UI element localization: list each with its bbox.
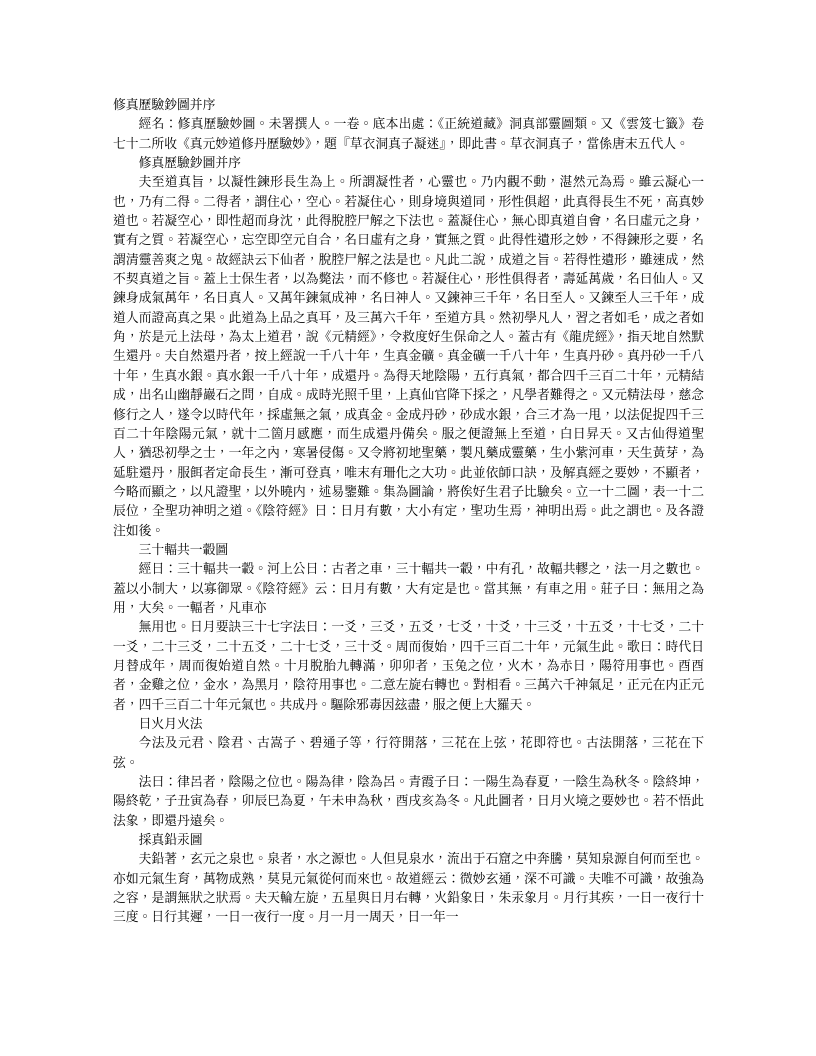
- document-title-heading: 修真歷驗鈔圖并序: [113, 98, 216, 113]
- bibliographic-note-paragraph: 經名：修真歷驗妙圖。未署撰人。一卷。底本出處：《正統道藏》洞真部靈圖類。又《雲笈七籤》卷七十二所收《真元妙道修丹歷驗妙》，題『草衣洞真子凝迷』，即此書。草衣洞真子，當係唐末五代人。: [113, 117, 704, 152]
- section-heading-lead-mercury: 採真鉛汞圖: [138, 833, 203, 849]
- section-lead-mercury-paragraph: 夫鉛著，玄元之泉也。泉者，水之源也。人但見泉水，流出于石窟之中奔騰，莫知泉源自何而至也。亦如元氣生育，萬物成熟，莫見元氣從何而來也。故道經云：微妙玄通，深不可識。夫唯不可識，故強為之容，是謂無狀之狀焉。夫天輪左旋，五星與日月右轉，火鉛象日，朱汞象月。月行其疾，一日一夜行十三度。日行其遲，一日一夜行一度。月一月一周天，日一年一: [113, 852, 704, 926]
- section-sun-moon-fire-paragraph-1: 今法及元君、陰君、古嵩子、碧通子等，行符開落，三花在上弦，花即符也。古法開落，三花在下弦。: [113, 736, 704, 771]
- section-heading-thirty-spokes: 三十輻共一轂圖: [138, 542, 229, 558]
- section-heading-sun-moon-fire: 日火月火法: [138, 717, 203, 732]
- preface-body-paragraph: 夫至道真旨，以凝性鍊形長生為上。所謂凝性者，心靈也。乃内觀不動，湛然元為焉。雖云凝心一也，乃有二得。二得者，謂住心，空心。若凝住心，則身境與道同，形性俱超，此真得長生不死，高真妙道也。若凝空心，即性超而身沈，此得脫腔尸解之下法也。蓋凝住心，無心即真道自會，名曰虛元之身，實有之質。若凝空心，忘空即空元自合，名曰虛有之身，實無之質。此得性遺形之妙，不得鍊形之要，名謂清靈善爽之鬼。故經訣云下仙者，脫腔尸解之法是也。凡此二說，成道之旨。若得性遺形，雖速成，然不契真道之旨。蓋上士保生者，以為斃法，而不修也。若凝住心，形性俱得者，壽延萬歲，名曰仙人。又鍊身成氣萬年，名日真人。又萬年鍊氣成神，名曰神人。又鍊神三千年，名日至人。又鍊至人三千年，成道人而證高真之果。此道為上品之真耳，及三萬六千年，至道方具。然初學凡人，習之者如毛，成之者如角，於是元上法母，為太上道君，說《元精經》，令救度好生保命之人。蓋古有《龍虎經》，指天地自然默生還丹。夫自然還丹者，按上經說一千八十年，生真金礦。真金礦一千八十年，生真丹砂。真丹砂一千八十年，生真水銀。真水銀一千八十年，成還丹。為得天地陰陽，五行真氣，都合四千三百二十年，元精結成，出名山幽靜巖石之問，自成。成時光照千里，上真仙官降下採之，凡學者難得之。又元精法母，慈念修行之人，遂令以時代年，採虛無之氣，成真金。金成丹砂，砂成水銀，合三才為一甩，以法促捉四千三百二十年陰陽元氣，就十二箇月感應，而生成還丹備矣。服之便證無上至道，白日昇天。又古仙得道聖人，猶恐初學之士，一年之內，寒暑侵傷。又令將初地聖藥，製凡藥成靈藥，生小紫河車，天生黃芽，為延駐還丹，服餌者定命長生，漸可登真，唯末有珊化之大功。此並依師口訣，及解真經之要妙，不顯者，今略而顯之，以凡證聖，以外曉内，述易鑒難。集為圖論，將俟好生君子比驗矣。立一十二圖，表一十二辰位，全聖功神明之道。《陰符經》日：日月有數，大小有定，聖功生焉，神明出焉。此之謂也。及各證注如後。: [113, 175, 704, 539]
- text-column: [113, 96, 704, 928]
- preface-heading: 修真歷驗鈔圖并序: [138, 156, 241, 172]
- section-thirty-spokes-paragraph-2: 無用也。日月要訣三十七字法曰：一爻，三爻，五爻，七爻，十爻，十三爻，十五爻，十七爻，二十一爻，二十三爻，二十五爻，二十七爻，三十爻。周而復始，四千三百二十年，元氣生此。歌曰：時代日月替成年，周而復始道自然。十月脫胎九轉滿，卯卯者，玉兔之位，火木，為赤日，陽符用事也。酉酉者，金雞之位，金水，為黑月，陰符用事也。二意左旋右轉也。對相看。三萬六千神氣足，正元在内正元者，四千三百二十年元氣也。共成丹。驅除邪毒因玆盡，服之便上大羅天。: [113, 620, 704, 713]
- section-sun-moon-fire-paragraph-2: 法曰：律呂者，陰陽之位也。陽為律，陰為呂。青霞子曰：一陽生為春夏，一陰生為秋冬。陰終坤，陽終乾，子丑寅為春，卯辰巳為夏，午未申為秋，酉戌亥為冬。凡此圖者，日月火境之要妙也。若不悟此法象，即還丹遠矣。: [113, 775, 704, 829]
- section-thirty-spokes-paragraph-1: 經日：三十輻共一轂。河上公日：古者之車，三十輻共一轂，中有孔，故輻共轇之，法一月之數也。蓋以小制大，以寡御眾。《陰符經》云：日月有數，大有定是也。當其無，有車之用。莊子曰：無用之為用，大矣。一輻者，凡車亦: [113, 562, 704, 616]
